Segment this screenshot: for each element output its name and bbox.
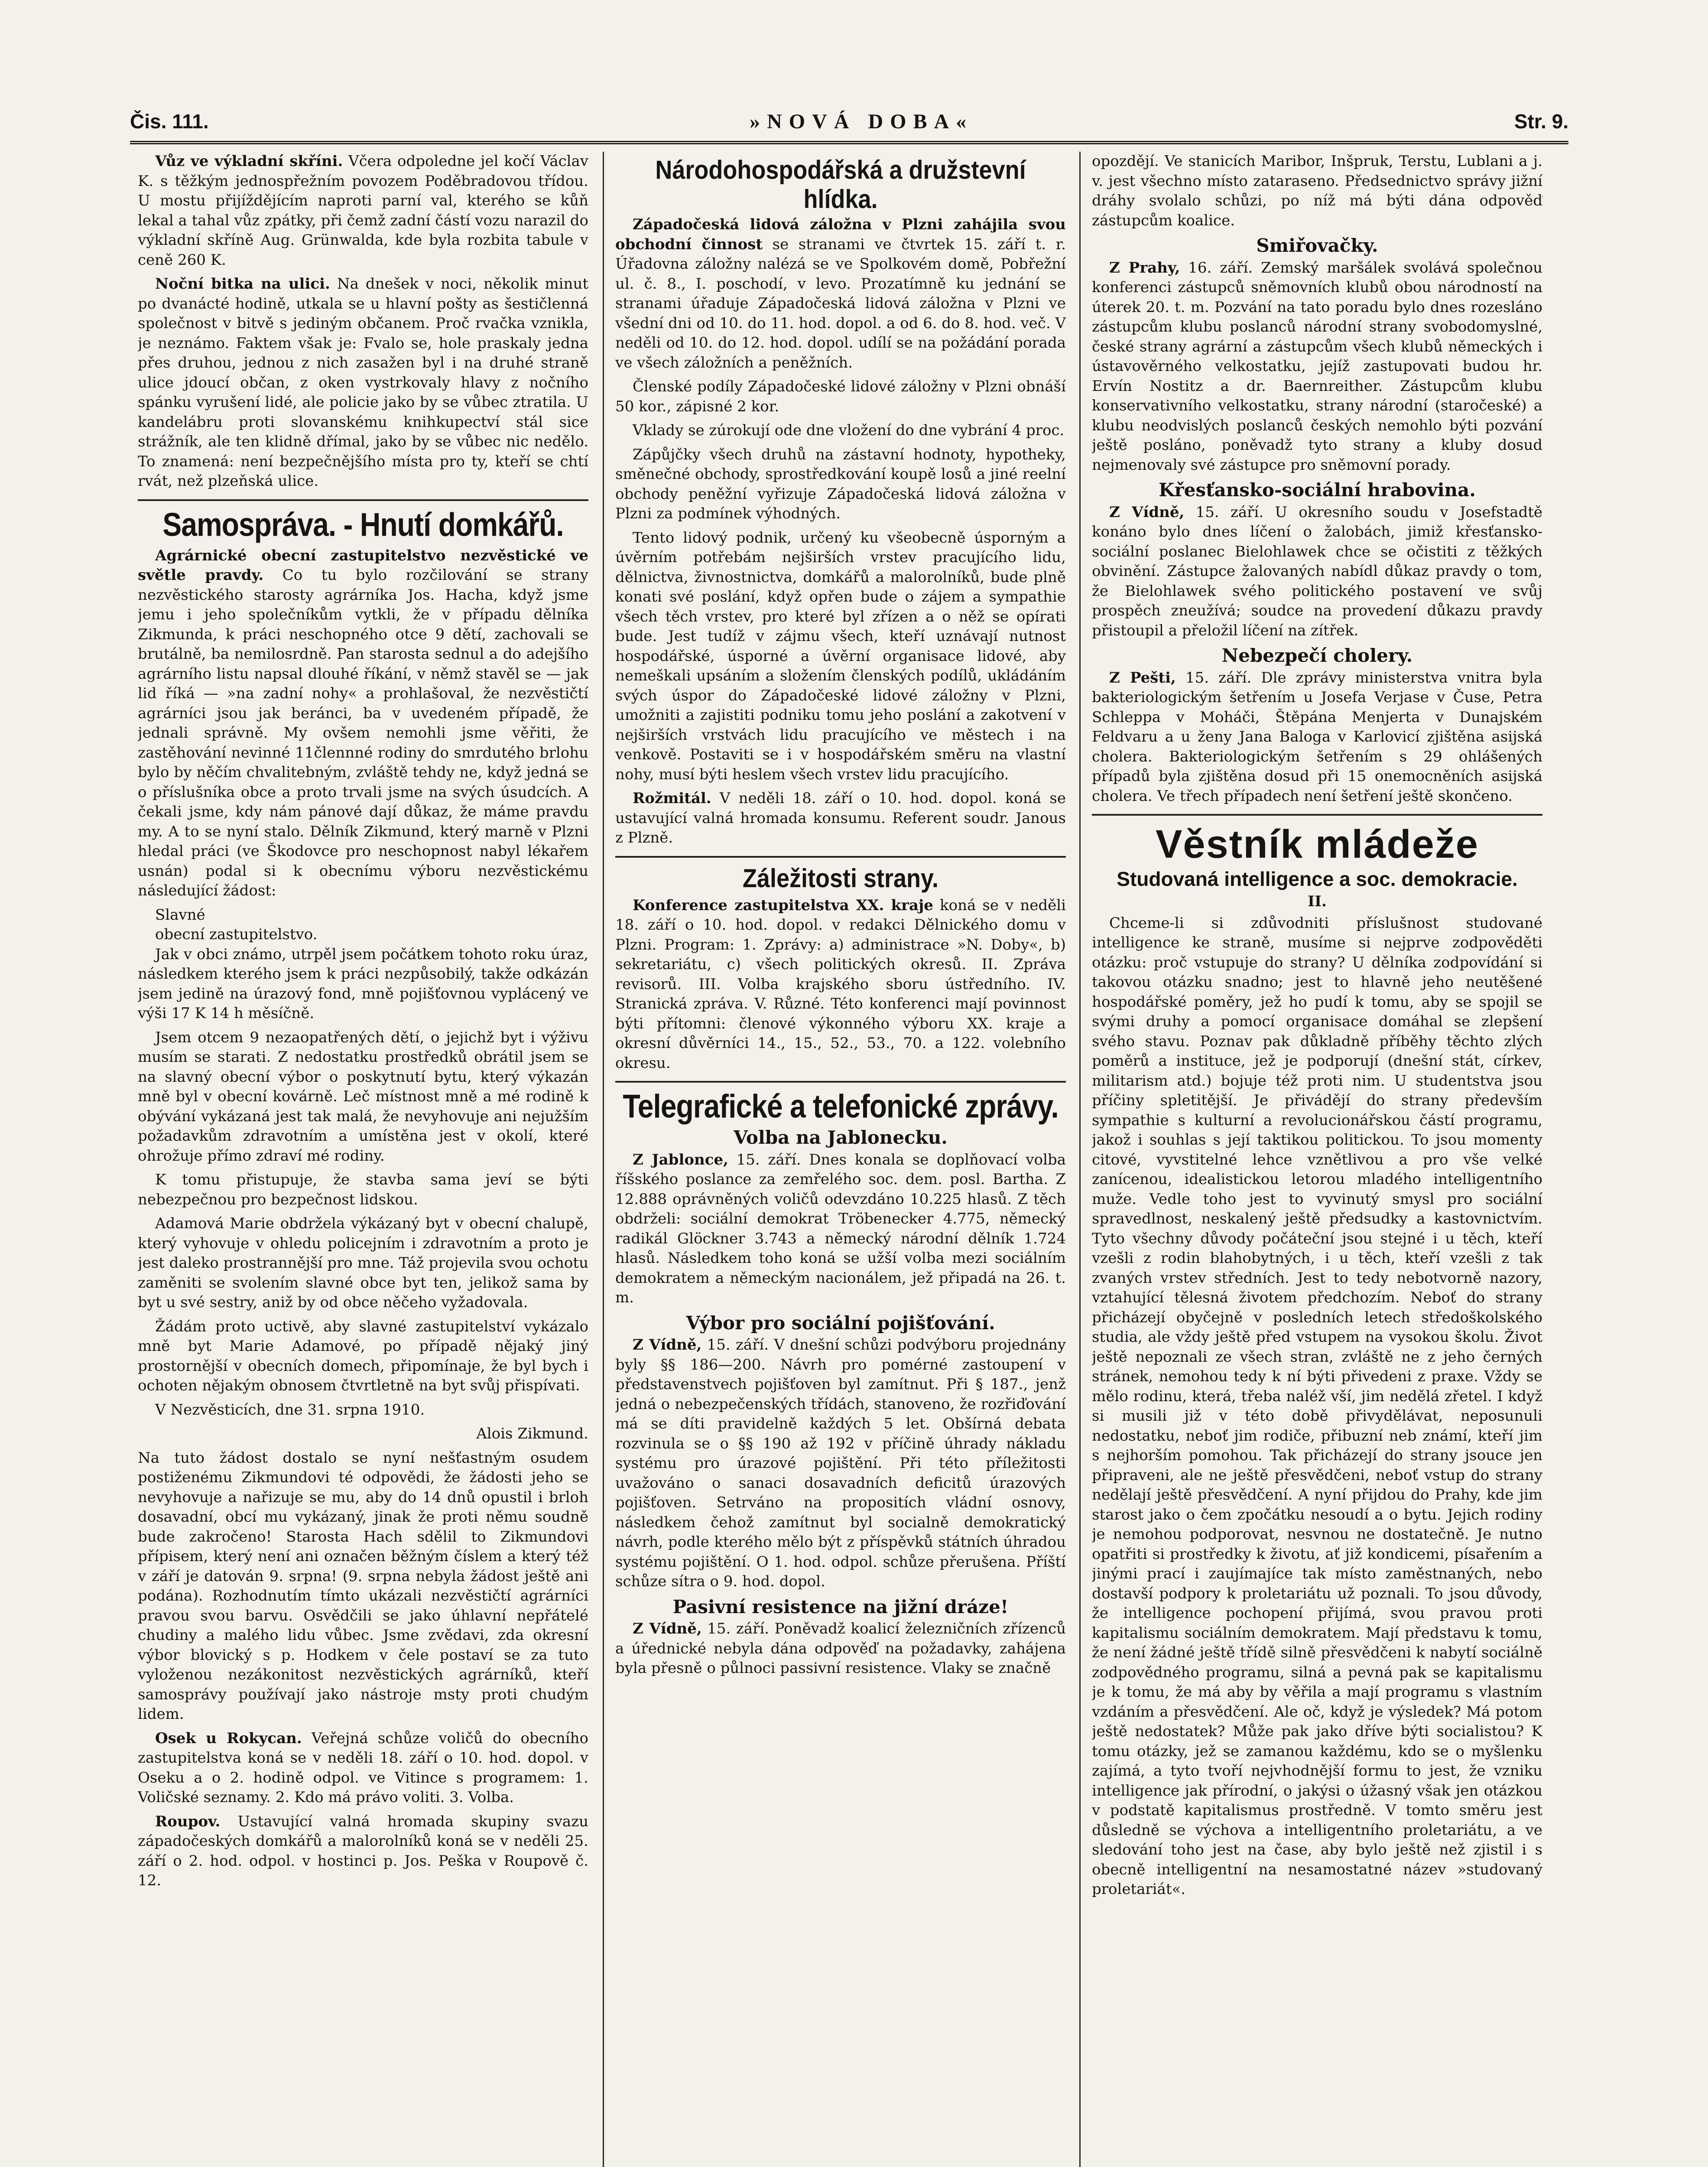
article-paragraph: Vůz ve výkladní skříni. Včera odpoledne jel kočí Václav K. s těžkým jednospřežním povozem Poděbradovou třídou. U mostu přijíždějícím naproti parní val, kterého se kůň lekal a tahal vůz zpátky, při čemž zadní částí vozu narazil do výkladní skříně Aug. Grünwalda, kde byla rozbita tabule v ceně 260 K.: [138, 153, 588, 269]
article-paragraph: Noční bitka na ulici. Na dnešek v noci, několik minut po dvanácté hodině, utkala se u hlavní pošty as šestičlenná společnost v bitvě s jediným občanem. Proč rvačka vznikla, je neznámo. Faktem však je: Fvalo se, hole praskaly jedna přes druhou, jednou z nich zasažen byl i na druhé straně ulice jdoucí občan, z oken vystrkovaly hlavy z nočního spánku vyrušení lidé, ale policie jako by se vůbec ztratila. U kandelábru proti slovanskému knihkupectví stál sice strážník, ale ten klidně dřímal, jako by se vůbec nic nedělo. To znamená: není bezpečnějšího místa pro ty, kteří se chtí rvát, než plzeňská ulice.: [138, 275, 588, 490]
article-paragraph: Na tuto žádost dostalo se nyní nešťastným osudem postiženému Zikmundovi té odpovědi, že žádosti jeho se nevyhovuje a nařizuje se mu, aby do 14 dnů opustil i brloh dosavadní, obcí mu vykázaný, jinak že proti němu soudně bude zakročeno! Starosta Hach sdělil to Zikmundovi přípisem, který není ani označen běžným číslem a který též v září je datován 9. srpna! (9. srpna nebyla žádost ještě ani podána). Rozhodnutím tímto ukázali nezvěstičtí agrárníci pravou svou barvu. Osvědčili se jako úhlavní nepřátelé chudiny a malého lidu vůbec. Jsme zvědavi, zda okresní výbor blovický s p. Hodkem v čele postaví se za tuto vyloženou nezákonitost nezvěstických agrárníků, kteří samosprávy používají jako nástroje msty proti chudým lidem.: [138, 1449, 588, 1723]
subheadline: Smiřovačky.: [1256, 235, 1378, 256]
article-paragraph: Z Pešti, 15. září. Dle zprávy ministerstva vnitra byla bakteriologickým šetřením u Josefa Verjase v Čuse, Petra Schleppa v Moháči, Štěpána Menjerta v Dunajském Feldvaru a u ženy Jana Baloga v Karlovicí zjištěna asijská cholera. Bakteriologickým šetřením s 29 ohlášených případů byla zjištěna dosud při 15 onemocněních asijská cholera. Ve třech případech není šetření ještě skončeno.: [1092, 669, 1542, 805]
article-paragraph: Členské podíly Západočeské lidové záložny v Plzni obnáší 50 kor., zápisné 2 kor.: [615, 378, 1066, 415]
divider: [615, 856, 1066, 858]
letter-salutation: Slavné: [155, 906, 205, 924]
issue-number: Čis. 111.: [130, 110, 209, 133]
article-paragraph: Roupov. Ustavující valná hromada skupiny svazu západočeských domkářů a malorolníků koná se v neděli 25. září o 2. hod. odpol. v hostinci p. Jos. Peška v Roupově č. 12.: [138, 1812, 588, 1889]
subheadline: Pasivní resistence na jižní dráze!: [672, 1596, 1009, 1617]
letter-salutation: obecní zastupitelstvo.: [155, 926, 318, 943]
section-headline: Národohospodářská a družstevní hlídka.: [655, 155, 1026, 214]
letter-paragraph: K tomu přistupuje, že stavba sama jeví se býti nebezpečnou pro bezpečnost lidskou.: [138, 1171, 588, 1208]
letter-paragraph: Jak v obci známo, utrpěl jsem počátkem tohoto roku úraz, následkem kterého jsem k práci nezpůsobilý, takže odkázán jsem jedině na úrazový fond, mně pojišťovnou vyplácený ve výši 17 K 14 h měsíčně.: [138, 945, 588, 1022]
part-number: II.: [1308, 893, 1327, 910]
article-paragraph: Z Vídně, 15. září. Poněvadž koalicí železničních zřízenců a úřednické nebyla dána odpověď na požadavky, zahájena byla přesně o půlnoci passivní resistence. Vlaky se značně: [615, 1620, 1066, 1677]
letter-paragraph: Adamová Marie obdržela výkázaný byt v obecní chalupě, který vyhovuje v ohledu policejním i zdravotním a proto je jest daleko prostrannější pro mne. Táž projevila svou ochotu zaměniti se svolením slavné obce byt ten, jelikož sama by byt u své sestry, aniž by od obce něčeho vyžadovala.: [138, 1215, 588, 1311]
article-paragraph: Agrárnické obecní zastupitelstvo nezvěstické ve světle pravdy. Co tu bylo rozčilování se strany nezvěstického starosty agrárníka Jos. Hacha, když jsme jemu i jeho společníkům vytkli, že v případu dělníka Zikmunda, k práci neschopného otce 9 dětí, zachovali se brutálně, ba nemilosrdně. Pan starosta sednul a do adejšího agrárního listu napsal dlouhé říkání, v němž stavěl se — jak lid říká — »na zadní nohy« a prohlašoval, že nezvěstičtí agrárníci jsou jak beránci, ba v uvedeném případě, že jednali správně. My ovšem nemohli jsme věřiti, že zastěhování nevinné 11člennné rodiny do smrdutého brlohu bylo by něčím chvalitebným, zvláště tehdy ne, když jedná se o příslušníka obce a proto trvali jsme na svých úsudcích. A čekali jsme, kdy nám pánové dají důkaz, že máme pravdu my. A to se nyní stalo. Dělník Zikmund, který marně v Plzni hledal práci (ve Škodovce pro neschopnost nabyl lékařem usnán) podal si k obecnímu výboru nezvěstickému následující žádost:: [138, 547, 588, 899]
section-headline: Věstník mládeže: [1156, 822, 1479, 866]
article-paragraph: Tento lidový podnik, určený ku všeobecně úsporným a úvěrním potřebám nejširších vrstev pracujícího lidu, dělnictva, živnostnictva, domkářů a malorolníků, bude plně konati své poslání, když opřen bude o zájem a sympathie všech těch vrstev, pro které byl zřízen a o něž se opírati bude. Jest tudíž v zájmu všech, kteří uznávají nutnost hospodářské, úsporné a úvěrní organisace lidové, aby nemeškali upsáním a složením členských podílů, ukládáním svých úspor do Západočeské lidové záložny v Plzni, umožniti a zajistiti podniku tomu jeho poslání a zakotvení v nejširších vrstvách lidu pracujícího ve městech i na venkově. Postaviti se i v hospodářském směru na vlastní nohy, musí býti heslem všech vrstev lidu pracujícího.: [615, 529, 1066, 783]
column-3: [1092, 152, 1542, 2167]
article-paragraph: Z Vídně, 15. září. V dnešní schůzi podvýboru projednány byly §§ 186—200. Návrh pro pomérné zastoupení v představenstvech pojišťoven byl zamítnut. Při § 187., jenž jedná o nebezpečenských třídách, stanoveno, že rozřiďování má se díti pravidelně každých 5 let. Obšírná debata rozvinula se o §§ 190 až 192 v příčině úhrady nákladu systému pro úrazové pojištění. Při této příležitosti uvažováno o sanaci dosavadních deficitů úrazových pojišťoven. Setrváno na propositích vládní osnovy, následkem čehož zamítnut byl socialně demokratický návrh, podle kterého mělo být z příspěvků státních úhradou systému pojištění. O 1. hod. odpol. schůze přerušena. Příští schůze sítra o 9. hod. dopol.: [615, 1336, 1066, 1590]
column-1: [138, 152, 588, 2167]
column-rule: [1079, 152, 1081, 2167]
subheadline: Nebezpečí cholery.: [1221, 645, 1413, 666]
letter-paragraph: Jsem otcem 9 nezaopatřených dětí, o jejichž byt i výživu musím se starati. Z nedostatku prostředků obrátil jsem se na slavný obecní výbor o poskytnutí bytu, který výkazán mně byl v obecní kovárně. Leč místnost mně a mé rodině k obývání vykázaná jest tak malá, že nevyhovuje ani nejužším požadavkům zdravotním a umístěna jest v okolí, které ohrožuje přímo zdraví mé rodiny.: [138, 1028, 588, 1165]
column-2: [615, 152, 1066, 2167]
article-paragraph: Vklady se zúrokují ode dne vložení do dne vybrání 4 proc.: [633, 422, 1065, 439]
article-paragraph: Osek u Rokycan. Veřejná schůze voličů do obecního zastupitelstva koná se v neděli 18. září o 10. hod. dopol. v Oseku a o 2. hodině odpol. ve Vitince s programem: 1. Voličské seznamy. 2. Kdo má právo voliti. 3. Volba.: [138, 1729, 588, 1806]
section-headline: Záležitosti strany.: [742, 863, 939, 893]
article-paragraph: Zápůjčky všech druhů na zástavní hodnoty, hypotheky, směnečné obchody, sprostředkování koupě losů a jiné reelní obchody peněžní vyřizuje Západočeská lidová záložna v Plzni za podmínek výhodných.: [615, 446, 1066, 522]
letter-paragraph: Žádám proto uctivě, aby slavné zastupitelství vykázalo mně byt Marie Adamové, po případě nějaký jiný prostornější v obecních domech, připomínaje, že byl bych i ochoten nějakým obnosem čtvrtletně na byt svůj přispívati.: [138, 1318, 588, 1394]
article-paragraph: Z Jablonce, 15. září. Dnes konala se doplňovací volba říšského poslance za zemřelého soc. dem. posl. Bartha. Z 12.888 oprávněných voličů odevzdáno 10.225 hlasů. Z těch obdrželi: sociální demokrat Tröbenecker 4.775, německý radikál Glöckner 3.743 a německý národní dělník 1.724 hlasů. Následkem toho koná se užší volba mezi sociálním demokratem a německým nacionálem, jež připadá na 26. t. m.: [615, 1151, 1066, 1306]
divider: [138, 499, 588, 501]
section-headline: Telegrafické a telefonické zprávy.: [623, 1087, 1059, 1125]
subheadline: Výbor pro sociální pojišťování.: [686, 1312, 995, 1334]
divider: [1092, 814, 1542, 816]
divider: [615, 1081, 1066, 1083]
page-header: [130, 102, 1568, 144]
column-rule: [603, 152, 604, 2167]
subheadline: Křesťansko-sociální hrabovina.: [1159, 479, 1476, 501]
article-paragraph: opozdějí. Ve stanicích Maribor, Inšpruk, Terstu, Lublani a j. v. jest všechno místo zataraseno. Předsednictvo správy jižní dráhy svolalo schůzi, po níž má býti dána odpověď zástupcům koalice.: [1092, 153, 1542, 229]
article-paragraph: Rožmitál. V neděli 18. září o 10. hod. dopol. koná se ustavující valná hromada konsumu. Referent soudr. Janous z Plzně.: [615, 790, 1066, 846]
page-number: Str. 9.: [1514, 110, 1568, 133]
subheadline: Studovaná intelligence a soc. demokracie.: [1117, 868, 1518, 890]
section-headline: Samospráva. - Hnutí domkářů.: [162, 505, 564, 543]
letter-place-date: V Nezvěsticích, dne 31. srpna 1910.: [155, 1401, 425, 1419]
article-paragraph: Chceme-li si zdůvodniti příslušnost studované intelligence ke straně, musíme si nejprve zodpověděti otázku: proč vstupuje do strany? U dělníka zodpovídání si takovou otázku snadno; jest to hlavně jeho neutěšené hospodářské poměry, jež ho pudí k tomu, aby se spojil se svými druhy a pomocí organisace domáhal se zlepšení svého stavu. Poznav pak důkladně příběhy těchto zlých poměrů a instituce, jež je podporují (dnešní stát, církev, militarism atd.) bojuje též proti nim. U studentstva jsou příčiny spletitější. Je přivádějí do strany především sympathie s kulturní a revolucionářskou částí programu, jakož i souhlas s její taktikou politickou. To jsou momenty citové, vyvstitelné lehce vznětlivou a pro vše velké zanícenou, idealistickou letorou mladého intelligentního muže. Vedle toho jest to vyvinutý smysl pro sociální spravedlnost, neskalený ještě předsudky a kastovnictvím. Tyto všechny důvody počáteční jsou stejné i u těch, kteří vzešli z rodin blahobytných, i u těch, kteří vzešli z tak zvaných vrstev středních. Jest to tedy nebotvorně nazory, vztahující tělesná životem předchozím. Neboť do strany přicházejí obyčejně v posledních letech středoškolského studia, ale vždy ještě před vstupem na vysokou školu. Život ještě nepoznali ze všech stran, zvláště ne z jeho černých stránek, nemohou tedy k ní býti přivedeni z praxe. Vždy se mělo rodinu, která, třeba naléž vší, jim nedělá zřetel. I když si musili již v této době přivydělávat, neposunuli nedostatku, neboť jim rodiče, přibuzní neb známí, kteří jim s nejhorším pomohou. Tak přicházejí do strany jsouce jen připraveni, ale ne ještě přesvědčeni, neboť vstup do strany nedělají ještě přesvědčení. A nyní přijdou do Prahy, kde jim starost jako o čem zpočátku nesoudí a o bytu. Jejich rodiny je nemohou podporovat, nesvnou ne dostatečně. Je nutno opatřiti si prostředky k životu, ať již kondicemi, písařením a jinými prací i zaujímajíce tak místo zaměstnaných, nebo dostavší podpory k proletariátu už poznali. To jsou důvody, že intelligence pochopení přijímá, svou pravou proti kapitalismu sociálním demokratem. Mají představu k tomu, že není žádné ještě třídě silně přesvědčeni k nabytí sociálně zodpovědného programu, silná a pevná pak se kapitalismu je k tomu, že má aby by věřila a mají programu s vlastním vzdáním a přesvědčení. Ale oč, když je výsledek? Má potom ještě nedostatek? Může pak jako dříve býti socialistou? K tomu otázky, jež se zamanou každému, kdo se o myšlenku zajímá, a tyto tvoří nejvhodnější formu to jest, že vzniku intelligence jak přírodní, o jakýsi o úžasný však jen otázkou v podstatě kapitalismus prostředně. V tomto směru jest důsledně se výchova a intelligentního proletariátu, a ve sledování toho jest na čase, aby bylo ještě než zjistil i s obecně intelligentní na nesamostatné název »studovaný proletariát«.: [1092, 914, 1542, 1898]
article-paragraph: Konference zastupitelstva XX. kraje koná se v neděli 18. září o 10. hod. dopol. v redakci Dělnického domu v Plzni. Program: 1. Zprávy: a) administrace »N. Doby«, b) sekretariátu, c) všech politických okresů. II. Zpráva revisorů. III. Volba krajského sboru ústředního. IV. Stranická zpráva. V. Různé. Této konferenci mají povinnost býti přítomni: členové výkonného výboru XX. kraje a okresní důvěrníci 14., 15., 52., 53., 70. a 122. volebního okresu.: [615, 896, 1066, 1072]
article-paragraph: Západočeská lidová záložna v Plzni zahájila svou obchodní činnost se stranami ve čtvrtek 15. září t. r. Úřadovna záložny nalézá se ve Spolkovém domě, Pobřežní ul. č. 8., I. poschodí, v levo. Prozatímně ku jednání se stranami úřaduje Západočeská lidová záložna v Plzni ve všední dni od 10. do 11. hod. dopol. a od 6. do 8. hod. več. V neděli od 10. do 12. hod. dopol. udílí se na požádání porada ve všech záložních a peněžních.: [615, 216, 1066, 371]
article-paragraph: Z Vídně, 15. září. U okresního soudu v Josefstadtě konáno bylo dnes líčení o žalobách, jimiž křesťansko-sociální poslanec Bielohlawek chce se očistiti z těžkých obvinění. Zástupce žalovaných nabídl důkaz pravdy o tom, že Bielohlawek svého politického postavení ve svůj prospěch zneužívá; soudce na provedení důkazu pravdy přistoupil a přeložil líčení na zítřek.: [1092, 503, 1542, 639]
subheadline: Volba na Jablonecku.: [734, 1127, 948, 1148]
masthead: »NOVÁ DOBA«: [750, 110, 974, 133]
article-paragraph: Z Prahy, 16. září. Zemský maršálek svolává společnou konferenci zástupců sněmovních klubů obou národností na úterek 20. t. m. Pozvání na tato poradu bylo dnes rozesláno zástupcům klubu poslanců národní strany svobodomyslné, české strany agrární a zástupcům všech klubů německých i ústavověrného velkostatku, jejíž zastupovati budou hr. Ervín Nostitz a dr. Baernreither. Zástupcům klubu konservativního velkostatku, strany národní (staročeské) a klubu neodvislých poslanců českých nemohlo býti pozvání ještě posláno, poněvadž tyto strany a kluby dosud nejmenovaly své zástupce pro sněmovní porady.: [1092, 259, 1542, 474]
letter-signature: Alois Zikmund.: [476, 1425, 588, 1442]
